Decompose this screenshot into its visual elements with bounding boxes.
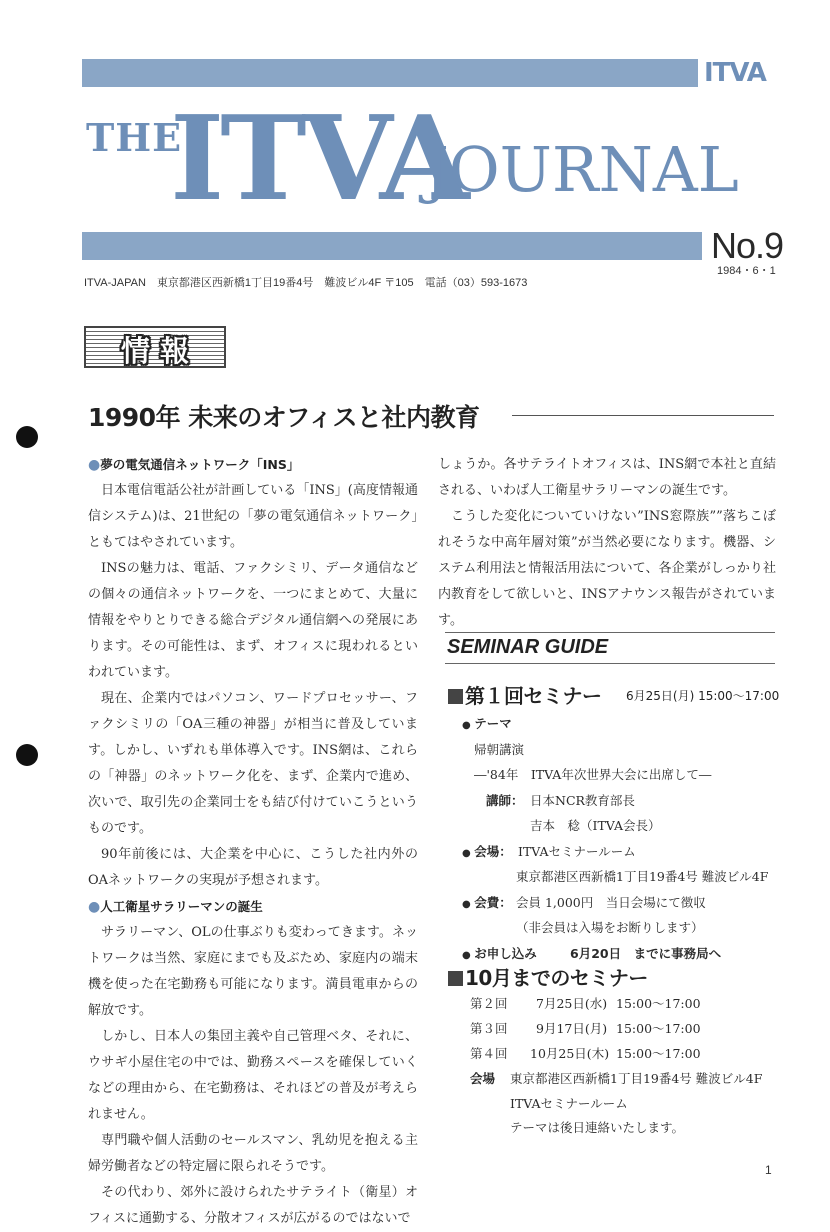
schedule-row-no: 第２回 <box>470 996 508 1011</box>
article-headline: 1990年 未来のオフィスと社内教育 <box>88 403 480 432</box>
theme-subtitle: ―'84年 ITVA年次世界大会に出席して― <box>474 767 712 782</box>
page-number: 1 <box>765 1163 772 1177</box>
article-paragraph: こうした変化についていけない”INS窓際族””落ちこぼれそうな中高年層対策”が当然必要になります。機器、システム利用法と情報活用法について、各企業がしっかり社内教育をして欲しいと、INSアナウンス報告がされています。 <box>438 509 776 628</box>
upcoming-venue-name: ITVAセミナールーム <box>510 1096 628 1111</box>
title-itva: ITVA <box>170 91 466 227</box>
seminar1-date: 6月25日(月) 15:00～17:00 <box>626 689 780 703</box>
issue-date: 1984・6・1 <box>717 265 776 277</box>
theme-label: ● テーマ <box>462 714 512 732</box>
fee-label: ● 会費： <box>462 893 512 911</box>
upcoming-venue-label: 会場 <box>470 1071 496 1086</box>
square-bullet-icon <box>448 971 463 986</box>
article-subhead: ●夢の電気通信ネットワーク「INS」 <box>88 457 300 473</box>
section-label <box>84 326 226 368</box>
speaker-name: 吉本 稔（ITVA会長） <box>530 818 661 833</box>
theme-title: 帰朝講演 <box>474 742 525 757</box>
venue-address: 東京都港区西新橋1丁目19番4号 難波ビル4F <box>516 869 769 884</box>
publisher-address: ITVA-JAPAN 東京都港区西新橋1丁目19番4号 難波ビル4F 〒105 電話（03）593-1673 <box>84 277 528 289</box>
masthead-bottom-bar <box>82 232 702 260</box>
schedule-row-date: 7月25日(水) <box>536 996 608 1011</box>
issue-number: No.9 <box>711 225 784 266</box>
guide-rule <box>445 663 775 664</box>
punch-hole-icon <box>16 744 38 766</box>
article-paragraph: 現在、企業内ではパソコン、ワードプロセッサー、ファクシミリの「OA三種の神器」が相当に普及しています。しかし、いずれも単体導入です。INS網は、これらの「神器」のネットワーク化を、まず、企業内で進め、次いで、取引先の企業同士をも結び付けていこうというものです。 <box>88 691 418 836</box>
section-label-text: 情報 <box>120 334 199 368</box>
article-paragraph: 専門職や個人活動のセールスマン、乳幼児を抱える主婦労働者などの特定層に限られそうです。 <box>88 1133 418 1174</box>
upcoming-venue-address: 東京都港区西新橋1丁目19番4号 難波ビル4F <box>510 1071 763 1086</box>
schedule-row-no: 第３回 <box>470 1021 508 1036</box>
masthead-top-bar <box>82 59 698 87</box>
upcoming-heading: 10月までのセミナー <box>448 962 648 991</box>
article-paragraph: INSの魅力は、電話、ファクシミリ、データ通信などの個々の通信ネットワークを、一つにまとめて、大量に情報をやりとりできる総合デジタル通信網への発展にあります。その可能性は、まず、オフィスに現われるといわれています。 <box>88 561 418 680</box>
schedule-row-time: 15:00～17:00 <box>616 1046 701 1061</box>
itva-logo: ITVA <box>704 58 766 88</box>
schedule-row-date: 9月17日(月) <box>536 1021 608 1036</box>
title-the: THE <box>86 115 183 160</box>
schedule-row-date: 10月25日(木) <box>530 1046 610 1061</box>
headline-rule <box>512 415 774 416</box>
article-paragraph: しかし、日本人の集団主義や自己管理ベタ、それに、ウサギ小屋住宅の中では、勤務スペースを確保していくなどの理由から、在宅勤務は、それほどの普及が考えられません。 <box>88 1029 418 1122</box>
apply-text: 6月20日 までに事務局へ <box>570 946 722 961</box>
seminar-guide-title: SEMINAR GUIDE <box>447 636 609 658</box>
venue-name: ITVAセミナールーム <box>518 844 636 859</box>
fee-note: （非会員は入場をお断りします） <box>516 920 704 935</box>
bullet-icon: ● <box>88 457 101 473</box>
article-right-column <box>438 452 776 634</box>
schedule-row-no: 第４回 <box>470 1046 508 1061</box>
article-paragraph: 日本電信電話公社が計画している「INS」(高度情報通信システム)は、21世紀の「夢の電気通信ネットワーク」ともてはやされています。 <box>88 483 418 550</box>
upcoming-note: テーマは後日連絡いたします。 <box>510 1120 685 1135</box>
article-left-column <box>88 452 418 1232</box>
square-bullet-icon <box>448 689 463 704</box>
article-paragraph: その代わり、郊外に設けられたサテライト（衛星）オフィスに通勤する、分散オフィスが広がるのではないで <box>88 1185 418 1226</box>
guide-rule <box>445 632 775 633</box>
seminar1-heading: 第１回セミナー <box>448 680 602 709</box>
article-subhead: ●人工衛星サラリーマンの誕生 <box>88 899 263 915</box>
speaker-org: 日本NCR教育部長 <box>530 793 635 808</box>
schedule-row-time: 15:00～17:00 <box>616 1021 701 1036</box>
venue-label: ● 会場： <box>462 842 512 860</box>
title-journal: JOURNAL <box>424 133 739 206</box>
fee-text: 会員 1,000円 当日会場にて徴収 <box>516 895 706 910</box>
schedule-row-time: 15:00～17:00 <box>616 996 701 1011</box>
article-paragraph: サラリーマン、OLの仕事ぶりも変わってきます。ネットワークは当然、家庭にまでも及ぶため、家庭内の端末機を使った在宅勤務も可能になります。満員電車からの解放です。 <box>88 925 418 1018</box>
bullet-icon: ● <box>88 899 101 915</box>
article-paragraph: 90年前後には、大企業を中心に、こうした社内外のOAネットワークの実現が予想されます。 <box>88 847 418 888</box>
speaker-label: 講師： <box>486 793 524 808</box>
punch-hole-icon <box>16 426 38 448</box>
apply-label: ● お申し込み <box>462 944 537 962</box>
article-paragraph: しょうか。各サテライトオフィスは、INS網で本社と直結される、いわば人工衛星サラリーマンの誕生です。 <box>438 457 776 498</box>
